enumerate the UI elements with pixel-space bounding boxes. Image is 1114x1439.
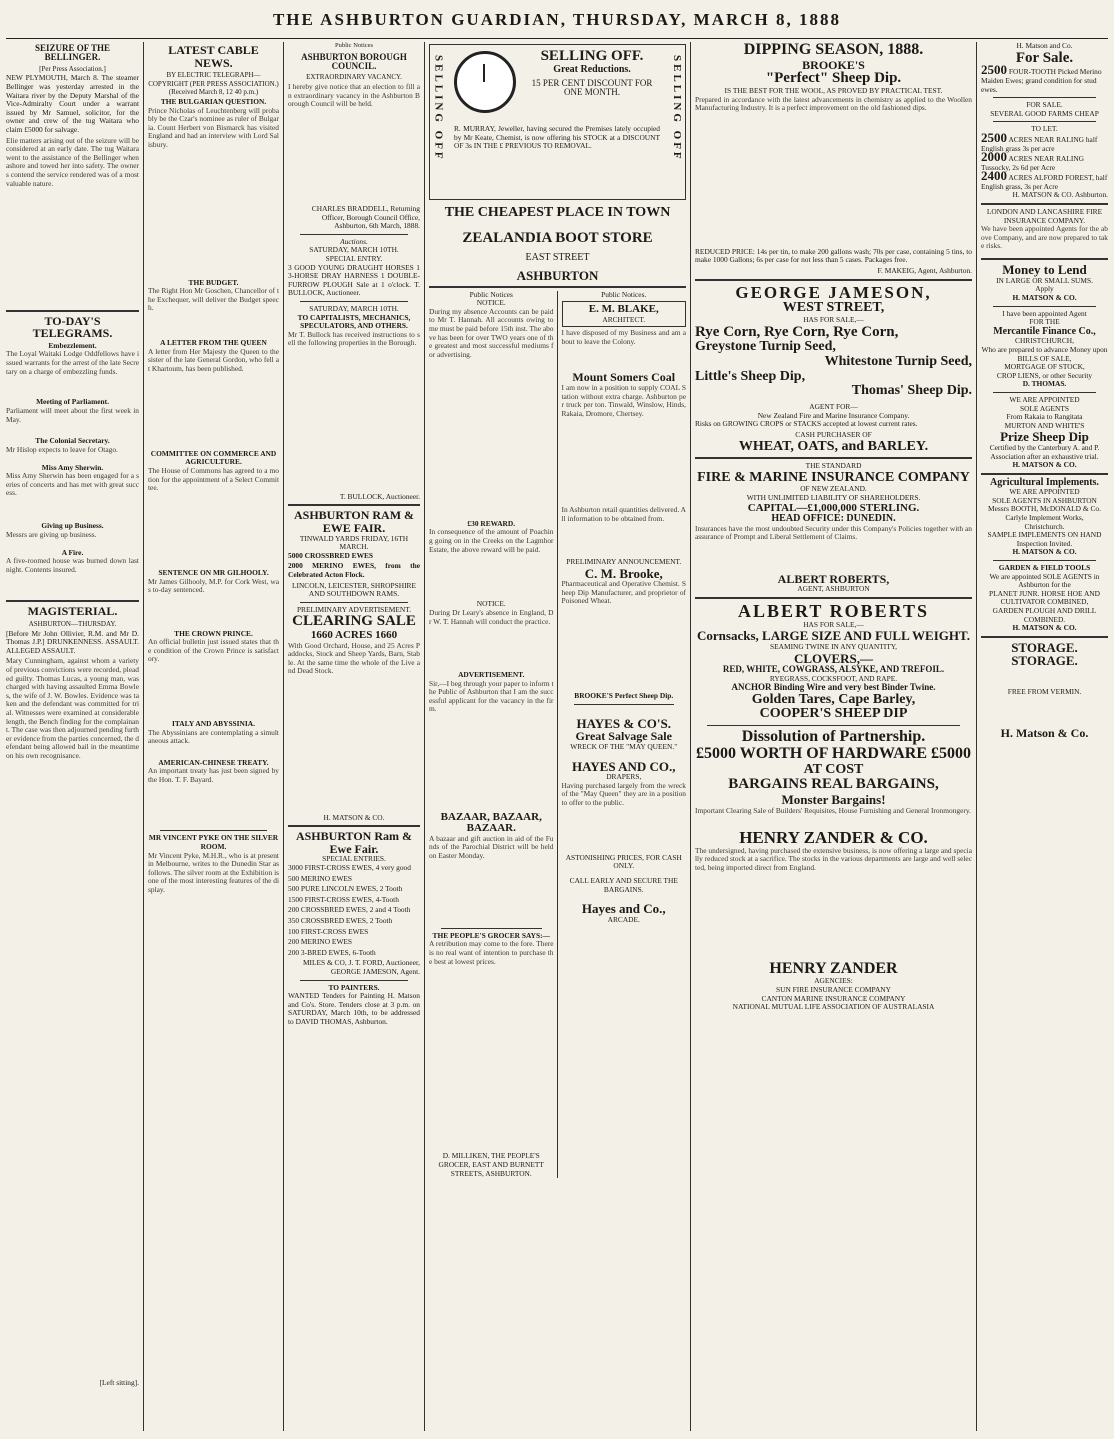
ad-subheading: H. Matson and Co. — [1016, 42, 1073, 50]
vertical-banner: SELLING OFF — [432, 55, 445, 162]
article-filler: A five-roomed house was burned down last night. Contents insured. — [6, 556, 139, 574]
column-divider — [143, 42, 144, 1431]
divider — [695, 279, 972, 281]
ad-line: PLANET JUNR. HORSE HOE AND CULTIVATOR COMBINED, — [989, 588, 1100, 607]
ad-subheading: IN LARGE OR SMALL SUMS. — [996, 275, 1093, 285]
headline-cable: LATEST CABLE NEWS. — [168, 43, 259, 70]
ad-line: 5000 CROSSBRED EWES — [288, 550, 374, 560]
ad-line: GARDEN PLOUGH AND DRILL COMBINED. — [992, 605, 1097, 624]
listing-number: 2500 — [981, 129, 1007, 145]
signature: H. MATSON & CO. — [1012, 293, 1077, 303]
masthead: THE ASHBURTON GUARDIAN, THURSDAY, MARCH 8, 1888 — [272, 10, 842, 29]
listing-number: 2400 — [981, 168, 1007, 184]
signature: H. MATSON & CO. Ashburton. — [1012, 190, 1108, 200]
ad-blake — [562, 301, 687, 327]
ad-subheading: SPECIAL ENTRIES. — [322, 854, 386, 864]
ad-subheading: DRAPERS, — [606, 772, 642, 782]
divider — [981, 203, 1108, 205]
article-filler: During my absence Accounts can be paid to Mr T. Hannah. All accounts owing to me must be paid before 15th inst. The above has been for over TWO years one of the greatest and most successful mediums for advertising. — [429, 306, 554, 359]
divider — [981, 473, 1108, 475]
divider — [695, 597, 972, 599]
ad-heading: HENRY ZANDER & CO. — [739, 827, 928, 847]
ad-line: 1660 ACRES 1660 — [310, 629, 398, 642]
ad-subheading: ARCADE. — [607, 914, 640, 924]
ad-line: FOR THE — [1029, 317, 1060, 327]
ad-text: CALL EARLY AND SECURE THE BARGAINS. — [569, 876, 678, 894]
ad-line: Inspection Invited. — [1016, 538, 1073, 548]
item-heading: COMMITTEE ON COMMERCE AND AGRICULTURE. — [150, 448, 277, 467]
ad-line: FREE FROM VERMIN. — [1007, 687, 1082, 696]
article-filler: In consequence of the amount of Poaching going on in the Creeks on the Lagmhor Estate, the above reward will be paid. — [429, 527, 554, 554]
article-filler: Mary Cunningham, against whom a variety of previous convictions were recorded, pleaded guilty. Thomas Lucas, a young man, was charged with having assaulted Emma Bowles, the wife of J. W. Bowles. Evidence was taken and the defendant was committed for trial. Witnesses were examined at considerable length, the Bench finding for the complainant. The case was then adjourned pending further evidence from the parties concerned, the defendant being allowed bail in the meantime on his own recognisance. — [6, 656, 139, 760]
ad-heading: ASHBURTON RAM & EWE FAIR. — [293, 508, 415, 535]
ad-heading: HAYES & CO'S. — [576, 715, 672, 731]
item-heading: Embezzlement. — [48, 340, 97, 350]
ad-line: 100 FIRST-CROSS EWES — [288, 926, 369, 936]
ad-heading: ADVERTISEMENT. — [458, 670, 525, 680]
ad-line: SAMPLE IMPLEMENTS ON HAND — [987, 530, 1102, 540]
ad-line: Apply — [1035, 284, 1054, 294]
ad-subheading: WITH UNLIMITED LIABILITY OF SHAREHOLDERS. — [746, 493, 921, 503]
ad-text: 3 GOOD YOUNG DRAUGHT HORSES 1 3-HORSE DRAY HARNESS 1 DOUBLE-FURROW PLOUGH Sale at 1 o'clock. T. BULLOCK, Auctioneer. — [288, 262, 420, 298]
column-divider — [690, 42, 691, 1431]
ad-line: MURTON AND WHITE'S — [1004, 420, 1085, 430]
ad-text: WANTED Tenders for Painting H. Matson and Co's. Store. Tenders close at 3 p.m. on SATURDAY, March 10th, to be addressed to DAVID THOMAS, Ashburton. — [288, 991, 420, 1026]
column-ads-centre — [429, 42, 686, 1431]
ad-line: Christchurch. — [1024, 521, 1065, 531]
column-news-1 — [6, 42, 139, 1431]
article-filler: The House of Commons has agreed to a motion for the appointment of a Select Committee. — [148, 465, 279, 493]
ad-subheading: HAS FOR SALE,— — [803, 315, 864, 325]
ad-heading: THE PEOPLE'S GROCER SAYS:— — [432, 930, 550, 940]
article-filler: I hereby give notice that an election to fill an extraordinary vacancy in the Ashburton Borough Council will be held. — [288, 82, 420, 109]
ad-heading: HAYES AND CO., — [571, 758, 676, 774]
ad-line: Who are prepared to advance Money upon — [981, 344, 1108, 354]
ad-heading: LONDON AND LANCASHIRE FIRE INSURANCE COMPANY. — [986, 207, 1103, 225]
ad-heading: BARGAINS REAL BARGAINS, — [728, 776, 939, 793]
article-filler: During Dr Leary's absence in England, Dr W. T. Hannah will conduct the practice. — [429, 608, 554, 626]
article-filler: Miss Amy Sherwin has been engaged for a series of concerts and has met with great success. — [6, 471, 139, 498]
listing-text: ACRES NEAR RALING Tussocky, 2s 6d per Acre — [981, 154, 1085, 172]
ad-line: 500 PURE LINCOLN EWES, 2 Tooth — [288, 884, 403, 894]
item-heading: The Colonial Secretary. — [35, 436, 110, 445]
ad-heading: ZEALANDIA BOOT STORE — [462, 229, 653, 246]
ad-heading: Great Salvage Sale — [575, 729, 672, 744]
ad-heading: ASHBURTON — [516, 268, 599, 284]
ad-text: REDUCED PRICE: 14s per tin, to make 200 gallons wash; 70s per case, containing 5 tins, to make 1000 Gallons; 6s per case for not less than 5 cases. Packages free. — [695, 246, 972, 265]
ad-line: ANCHOR Binding Wire and very best Binder Twine. — [731, 682, 936, 693]
item-heading: A LETTER FROM THE QUEEN — [160, 338, 267, 348]
article-filler: An important treaty has just been signed by the Hon. T. F. Bayard. — [148, 766, 279, 784]
article-filler: Prince Nicholas of Leuchtenberg will probably be the Czar's nominee as ruler of Bulgaria. Count Herbert von Bismarck has visited England and had an interview with Lord Salisbury. — [148, 105, 279, 149]
date-line: SATURDAY, MARCH 10TH. — [309, 245, 399, 255]
ad-subheading: PRELIMINARY ADVERTISEMENT. — [296, 604, 412, 614]
ad-text: R. MURRAY, Jeweller, having secured the Premises lately occupied by Mr Keate, Chemist, is now offering his STOCK at a DISCOUNT OF 3s IN THE £ PREVIOUS TO REMOVAL. — [454, 124, 660, 151]
ad-line: 200 3-BRED EWES, 6-Tooth — [288, 947, 376, 957]
ad-subheading: NOTICE. — [476, 599, 506, 609]
subhead: ASHBURTON—THURSDAY. — [28, 619, 117, 628]
article-filler: Important Clearing Sale of Builders' Requisites, House Furnishing and General Ironmongery. — [695, 805, 971, 815]
notices-right — [562, 291, 687, 1178]
ad-line: CHRISTCHURCH, — [1015, 336, 1074, 346]
ad-heading: ASHBURTON BOROUGH COUNCIL. — [301, 51, 407, 72]
ad-heading: HEAD OFFICE: DUNEDIN. — [771, 513, 896, 525]
column-ads-right — [695, 42, 972, 1431]
signature: H. MATSON & CO. — [1012, 460, 1077, 470]
ad-line: Certified by the Canterbury A. and P. Association after an exhaustive trial. — [989, 442, 1100, 461]
credit: [Per Press Association.] — [39, 64, 106, 73]
article-filler: I am now in a position to supply COAL Station without extra charge. Ashburton per truck per ton. Tinwald, Winslow, Hinds, Rakaia, Dromore, Chertsey. — [561, 383, 686, 418]
signature: H. MATSON & CO. — [1012, 623, 1077, 633]
public-notices-block — [429, 291, 686, 1178]
ad-line: RYEGRASS, COCKSFOOT, AND RAPE. — [769, 673, 898, 683]
divider — [993, 121, 1096, 122]
ad-line: NATIONAL MUTUAL LIFE ASSOCIATION OF AUSTRALASIA — [732, 1002, 935, 1012]
ad-line: We are appointed SOLE AGENTS in Ashburton for the — [989, 571, 1100, 590]
item-heading: AMERICAN-CHINESE TREATY. — [158, 757, 269, 767]
divider — [288, 825, 420, 827]
ad-line: Golden Tares, Cape Barley, — [751, 691, 916, 707]
divider — [441, 928, 542, 929]
ad-heading: AT COST — [803, 761, 864, 777]
article-filler: Sir,—I beg through your paper to inform the Public of Ashburton that I am the successful applicant for the vacancy in the firm. — [429, 678, 554, 714]
ad-subheading: AGENT, ASHBURTON — [797, 584, 870, 594]
article-filler: The undersigned, having purchased the extensive business, is now offering a large and specially reduced stock at a sacrifice. The stocks in the various departments are large and well selected, being imported direct from England. — [695, 845, 972, 872]
ad-line: 1500 FIRST-CROSS EWES, 4-Tooth — [288, 894, 399, 904]
signature: T. BULLOCK, Auctioneer. — [339, 491, 420, 501]
signature: H. MATSON & CO. — [1012, 547, 1077, 557]
article-filler: Having purchased largely from the wreck of the "May Queen" they are in a position to offer to the public. — [561, 780, 686, 808]
ad-line: Carlyle Implement Works, — [1005, 513, 1084, 522]
item-heading: A Fire. — [61, 547, 84, 557]
article-filler: Pharmaceutical and Operative Chemist. Sheep Dip Manufacturer, and proprietor of Poisoned Wheat. — [561, 579, 686, 606]
masthead-rule — [6, 38, 1108, 39]
section-label: Public Notices — [334, 42, 374, 49]
divider — [981, 636, 1108, 638]
ad-subheading: SEAMING TWINE IN ANY QUANTITY, — [770, 642, 897, 652]
date-line: SATURDAY, MARCH 10TH. — [309, 304, 399, 313]
article-filler: Mr James Gilhooly, M.P. for Cork West, was to-day sentenced. — [148, 576, 279, 595]
ad-line: 200 MERINO EWES — [288, 937, 353, 947]
notices-left — [429, 291, 558, 1178]
article-filler: The Loyal Waitaki Lodge Oddfellows have issued warrants for the arrest of the late Secretary on a charge of embezzling funds. — [6, 349, 139, 376]
item-heading: THE BUDGET. — [188, 277, 239, 287]
ad-heading: CAPITAL—£1,000,000 STERLING. — [747, 501, 920, 514]
item-heading: THE BULGARIAN QUESTION. — [160, 96, 267, 106]
article-filler: A retribution may come to the fore. There is no real want of intention to purchase the best at lowest prices. — [429, 939, 554, 966]
section-label: Public Notices. — [601, 289, 647, 299]
clock-icon — [454, 51, 516, 113]
signature: MILES & CO, J. T. FORD, Auctioneer, GEORGE JAMESON, Agent. — [302, 958, 420, 976]
article-filler: Mr Vincent Pyke, M.H.R., who is at present in Melbourne, writes to the Dunedin Star as follows. The silver room at the Exhibition is one of the most interesting features of the display. — [148, 850, 279, 894]
ad-heading: SELLING OFF. — [540, 48, 644, 64]
ad-heading: Monster Bargains! — [781, 792, 886, 808]
ad-heading: DIPPING SEASON, 1888. — [743, 42, 924, 58]
credit: BY ELECTRIC TELEGRAPH—COPYRIGHT (PER PRESS ASSOCIATION.) (Received March 8, 12 40 p.m.) — [148, 71, 279, 97]
ad-line: CANTON MARINE INSURANCE COMPANY — [761, 993, 906, 1003]
footer-note: [Left sitting]. — [99, 1378, 139, 1388]
ad-line: 200 CROSSBRED EWES, 2 and 4 Tooth — [288, 905, 411, 915]
ad-subheading: NOTICE. — [476, 298, 506, 308]
divider — [300, 234, 408, 235]
ad-subheading: CASH PURCHASER OF — [795, 429, 872, 439]
divider — [300, 301, 408, 302]
ad-heading: ALBERT ROBERTS — [738, 600, 929, 621]
ad-selling-off — [429, 44, 686, 200]
divider — [6, 600, 139, 602]
ad-subheading: PRELIMINARY ANNOUNCEMENT. — [566, 557, 682, 566]
ad-subheading: THE STANDARD — [805, 461, 862, 471]
listing-text: ACRES ALFORD FOREST, half English grass, 3s per Acre — [981, 173, 1108, 191]
ad-heading: £30 REWARD. — [467, 518, 516, 528]
listing — [981, 62, 1108, 94]
divider — [574, 704, 675, 705]
ad-heading: E. M. BLAKE, — [588, 303, 659, 316]
column-divider — [976, 42, 977, 1431]
signature: H. Matson & Co. — [1000, 725, 1089, 740]
listing-number: 2500 — [981, 62, 1007, 78]
ad-heading: Hayes and Co., — [581, 901, 666, 917]
ad-heading: BROOKE'S — [802, 57, 865, 72]
ad-line: I have been appointed Agent — [1002, 308, 1087, 318]
ad-heading: CLOVERS,— — [793, 650, 874, 666]
divider — [300, 980, 408, 981]
signature: F. MAKEIG, Agent, Ashburton. — [877, 265, 972, 275]
ad-text: Risks on GROWING CROPS or STACKS accepted at lowest current rates. — [695, 419, 918, 429]
ad-heading: £5000 WORTH OF HARDWARE £5000 — [695, 744, 971, 762]
ad-line: CROP LIENS, or other Security — [996, 370, 1093, 380]
item-heading: Giving up Business. — [41, 521, 104, 531]
ad-heading: C. M. Brooke, — [584, 565, 663, 581]
article-filler: Mr Hislop expects to leave for Otago. — [6, 444, 118, 454]
ad-line: Thomas' Sheep Dip. — [851, 383, 972, 399]
listing-number: 2000 — [981, 149, 1007, 165]
ad-subheading: HAS FOR SALE,— — [803, 619, 864, 629]
ad-heading: Prize Sheep Dip — [1000, 429, 1089, 445]
ad-line: WE ARE APPOINTED — [1009, 487, 1080, 497]
headline-magisterial: MAGISTERIAL. — [27, 604, 118, 619]
ad-subheading: SPECIAL ENTRY. — [325, 254, 383, 264]
article-filler: I have disposed of my Business and am about to leave the Colony. — [561, 328, 686, 346]
article-filler: Messrs are giving up business. — [6, 529, 97, 539]
article-filler: Insurances have the most undoubted Security under this Company's Policies together with an assurance of Prompt and Liberal Settlement of Claims. — [695, 523, 972, 542]
signature: D. MILLIKEN, THE PEOPLE'S GROCER, EAST AND BURNETT STREETS, ASHBURTON. — [438, 1151, 544, 1178]
item-heading: Meeting of Parliament. — [36, 397, 109, 407]
ad-heading: Mercantile Finance Co., — [993, 325, 1096, 337]
article-filler: An official bulletin just issued states that the condition of the Crown Prince is satisfactory. — [148, 637, 279, 664]
ad-heading: Money to Lend — [1002, 262, 1087, 278]
ad-heading: For Sale. — [1015, 49, 1074, 66]
headline-telegrams: TO-DAY'S TELEGRAMS. — [32, 313, 113, 341]
ad-heading: BROOKE'S Perfect Sheep Dip. — [574, 691, 674, 701]
listing-text: ACRES NEAR RALING half English grass 3s per acre — [981, 134, 1098, 153]
ad-heading: Dissolution of Partnership. — [741, 728, 926, 746]
ad-line: MORTGAGE OF STOCK, — [1004, 362, 1085, 372]
ad-line: 500 MERINO EWES — [288, 873, 353, 883]
ad-heading: BAZAAR, BAZAAR, BAZAAR. — [440, 810, 542, 835]
article-filler: The Abyssinians are contemplating a simultaneous attack. — [148, 727, 279, 746]
ad-subheading: ARCHITECT. — [602, 314, 646, 324]
ad-line: SEVERAL GOOD FARMS CHEAP — [990, 108, 1099, 118]
signature: D. THOMAS. — [1022, 379, 1067, 389]
ad-line: SOLE AGENTS — [1019, 403, 1070, 413]
divider — [707, 725, 960, 726]
ad-subheading: IS THE BEST FOR THE WOOL, AS PROVED BY PRACTICAL TEST. — [724, 86, 943, 96]
ad-heading: "Perfect" Sheep Dip. — [765, 70, 902, 87]
article-filler: The Right Hon Mr Goschen, Chancellor of the Exchequer, will deliver the Budget speech. — [148, 286, 279, 313]
ad-heading: WEST STREET, — [782, 300, 885, 316]
ad-subheading: EXTRAORDINARY VACANCY. — [306, 73, 402, 82]
divider — [429, 286, 686, 288]
ad-heading: STORAGE. STORAGE. — [1011, 639, 1078, 669]
watch-illustration — [454, 51, 516, 113]
ad-heading: COOPER'S SHEEP DIP — [759, 706, 908, 722]
divider — [993, 97, 1096, 98]
column-divider — [283, 42, 284, 1431]
signature: CHARLES BRADDELL, Returning Officer, Borough Council Office, Ashburton, 6th March, 1888. — [311, 204, 420, 231]
divider — [160, 830, 267, 831]
item-heading: ITALY AND ABYSSINIA. — [172, 719, 255, 729]
ad-text: ASTONISHING PRICES, FOR CASH ONLY. — [565, 852, 682, 871]
ad-line: RED, WHITE, COWGRASS, ALSYKE, AND TREFOIL. — [722, 664, 945, 675]
ad-heading: ALBERT ROBERTS, — [777, 571, 890, 586]
article-filler: With Good Orchard, House, and 25 Acres Paddocks, Stock and Sheep Yards, Barn, Stable. At the same time the whole of the Live and Dead Stock. — [288, 640, 420, 676]
ad-heading: TO CAPITALISTS, MECHANICS, SPECULATORS, AND OTHERS. — [297, 312, 411, 331]
ad-line: SOLE AGENTS IN ASHBURTON — [992, 495, 1097, 505]
article-filler: A letter from Her Majesty the Queen to the sister of the late General Gordon, who fell at Khartoum, has been published. — [148, 346, 279, 373]
article-text: [Before Mr John Ollivier, R.M. and Mr D. Thomas J.P.] DRUNKENNESS. ASSAULT. ALLEGED ASSAULT. — [6, 628, 139, 655]
divider — [695, 457, 972, 459]
item-heading: MR VINCENT PYKE ON THE SILVER ROOM. — [148, 833, 279, 851]
listing-text: FOUR-TOOTH Picked Merino Maiden Ewes; grand condition for stud ewes. — [981, 67, 1102, 94]
ad-text: LINCOLN, LEICESTER, SHROPSHIRE AND SOUTHDOWN RAMS. — [291, 580, 416, 599]
article-filler: Elie matters arising out of the seizure will be considered at an early date. The tug Waitara went to the assistance of the Bellinger when ashore and towed her into safety. The owners contend the service rendered was of a most valuable nature. — [6, 135, 139, 188]
article-filler: Mr T. Bullock has received instructions to sell the following properties in the Borough. — [288, 329, 420, 348]
ad-line: Whitestone Turnip Seed, — [824, 354, 972, 370]
section-label: Public Notices — [469, 289, 513, 299]
vertical-banner: SELLING OFF — [671, 55, 683, 162]
divider — [6, 310, 139, 312]
column-news-2 — [148, 42, 279, 1431]
ad-heading: FIRE & MARINE INSURANCE COMPANY — [697, 469, 970, 485]
ad-line: From Rakaia to Rangitata — [1006, 412, 1083, 422]
ad-line: 350 CROSSBRED EWES, 2 Tooth — [288, 915, 393, 925]
ad-heading: WHEAT, OATS, and BARLEY. — [738, 438, 929, 454]
divider — [993, 392, 1096, 393]
ad-subheading: AGENT FOR— — [809, 402, 858, 412]
ad-line: Cornsacks, LARGE SIZE AND FULL WEIGHT. — [697, 628, 970, 644]
item-heading: Miss Amy Sherwin. — [41, 462, 104, 472]
ad-line: Greystone Turnip Seed, — [695, 339, 836, 355]
ad-subheading: Great Reductions. — [553, 63, 631, 75]
ad-heading: CLEARING SALE — [292, 613, 416, 630]
ad-heading: Agricultural Implements. — [990, 476, 1099, 488]
ad-heading: Mount Somers Coal — [572, 370, 676, 385]
article-filler: In Ashburton retail quantities delivered. All information to be obtained from. — [561, 505, 686, 523]
ad-heading: ASHBURTON Ram & Ewe Fair. — [295, 829, 413, 856]
ad-text: New Zealand Fire and Marine Insurance Company. — [757, 410, 910, 420]
article-text: NEW PLYMOUTH, March 8. The steamer Bellinger was yesterday arrested in the Waitara river by the Deputy Marshal of the Vice-Admiralty Court under a warrant issued by Mr Samuel, solicitor, for the owner and crew of the tug Waitara who claim £5000 for salvage. — [6, 73, 139, 135]
ad-heading: GARDEN & FIELD TOOLS — [998, 562, 1091, 572]
ad-heading: TO PAINTERS. — [328, 982, 380, 992]
signature: H. MATSON & CO. — [323, 812, 385, 822]
ad-subheading: FOR SALE. — [1026, 100, 1063, 110]
item-heading: THE CROWN PRINCE. — [174, 628, 253, 638]
article-filler: We have been appointed Agents for the above Company, and are now prepared to take risks. — [981, 224, 1108, 251]
ad-line: Messrs BOOTH, McDONALD & Co. — [988, 504, 1101, 514]
listing — [981, 168, 1108, 191]
ad-text: 15 PER CENT DISCOUNT FOR ONE MONTH. — [531, 78, 653, 97]
ad-line: WE ARE APPOINTED — [1009, 394, 1080, 404]
divider — [288, 504, 420, 506]
divider — [300, 602, 408, 603]
ad-subheading: AGENCIES: — [814, 976, 853, 986]
ad-line: Little's Sheep Dip, — [695, 368, 806, 384]
ad-heading: HENRY ZANDER — [769, 959, 898, 977]
ad-line: BILLS OF SALE, — [1017, 353, 1072, 363]
column-matson — [981, 42, 1108, 1431]
ad-line: 3000 FIRST-CROSS EWES, 4 very good — [288, 862, 411, 872]
column-divider — [424, 42, 425, 1431]
article-filler: Parliament will meet about the first week in May. — [6, 406, 139, 424]
headline-bellinger: SEIZURE OF THE BELLINGER. — [34, 43, 111, 63]
divider — [993, 306, 1096, 307]
ad-subheading: EAST STREET — [525, 252, 590, 264]
ad-line: 2000 MERINO EWES, from the Celebrated Acton Flock. — [288, 561, 420, 579]
ad-subheading: TO LET. — [1031, 124, 1058, 134]
ad-line: Rye Corn, Rye Corn, Rye Corn, — [695, 323, 899, 340]
ad-subheading: WRECK OF THE "MAY QUEEN." — [570, 742, 678, 752]
ad-subheading: OF NEW ZEALAND. — [800, 484, 867, 494]
ad-heading: GEORGE JAMESON, — [735, 282, 932, 302]
article-filler: Prepared in accordance with the latest advancements in chemistry as applied to the Woollen Manufacturing Industry. It is a perfect improvement on the old fashioned dips. — [695, 94, 972, 113]
item-heading: SENTENCE ON MR GILHOOLY. — [158, 567, 269, 577]
divider — [993, 560, 1096, 561]
ad-heading: THE CHEAPEST PLACE IN TOWN — [444, 205, 671, 220]
column-auctions — [288, 42, 420, 1431]
ad-line: SUN FIRE INSURANCE COMPANY — [776, 985, 891, 995]
article-filler: A bazaar and gift auction in aid of the Funds of the Parochial District will be held on Easter Monday. — [429, 833, 554, 860]
section-label: Auctions. — [340, 236, 368, 246]
ad-subheading: TINWALD YARDS FRIDAY, 16TH MARCH. — [299, 533, 409, 552]
divider — [981, 258, 1108, 260]
